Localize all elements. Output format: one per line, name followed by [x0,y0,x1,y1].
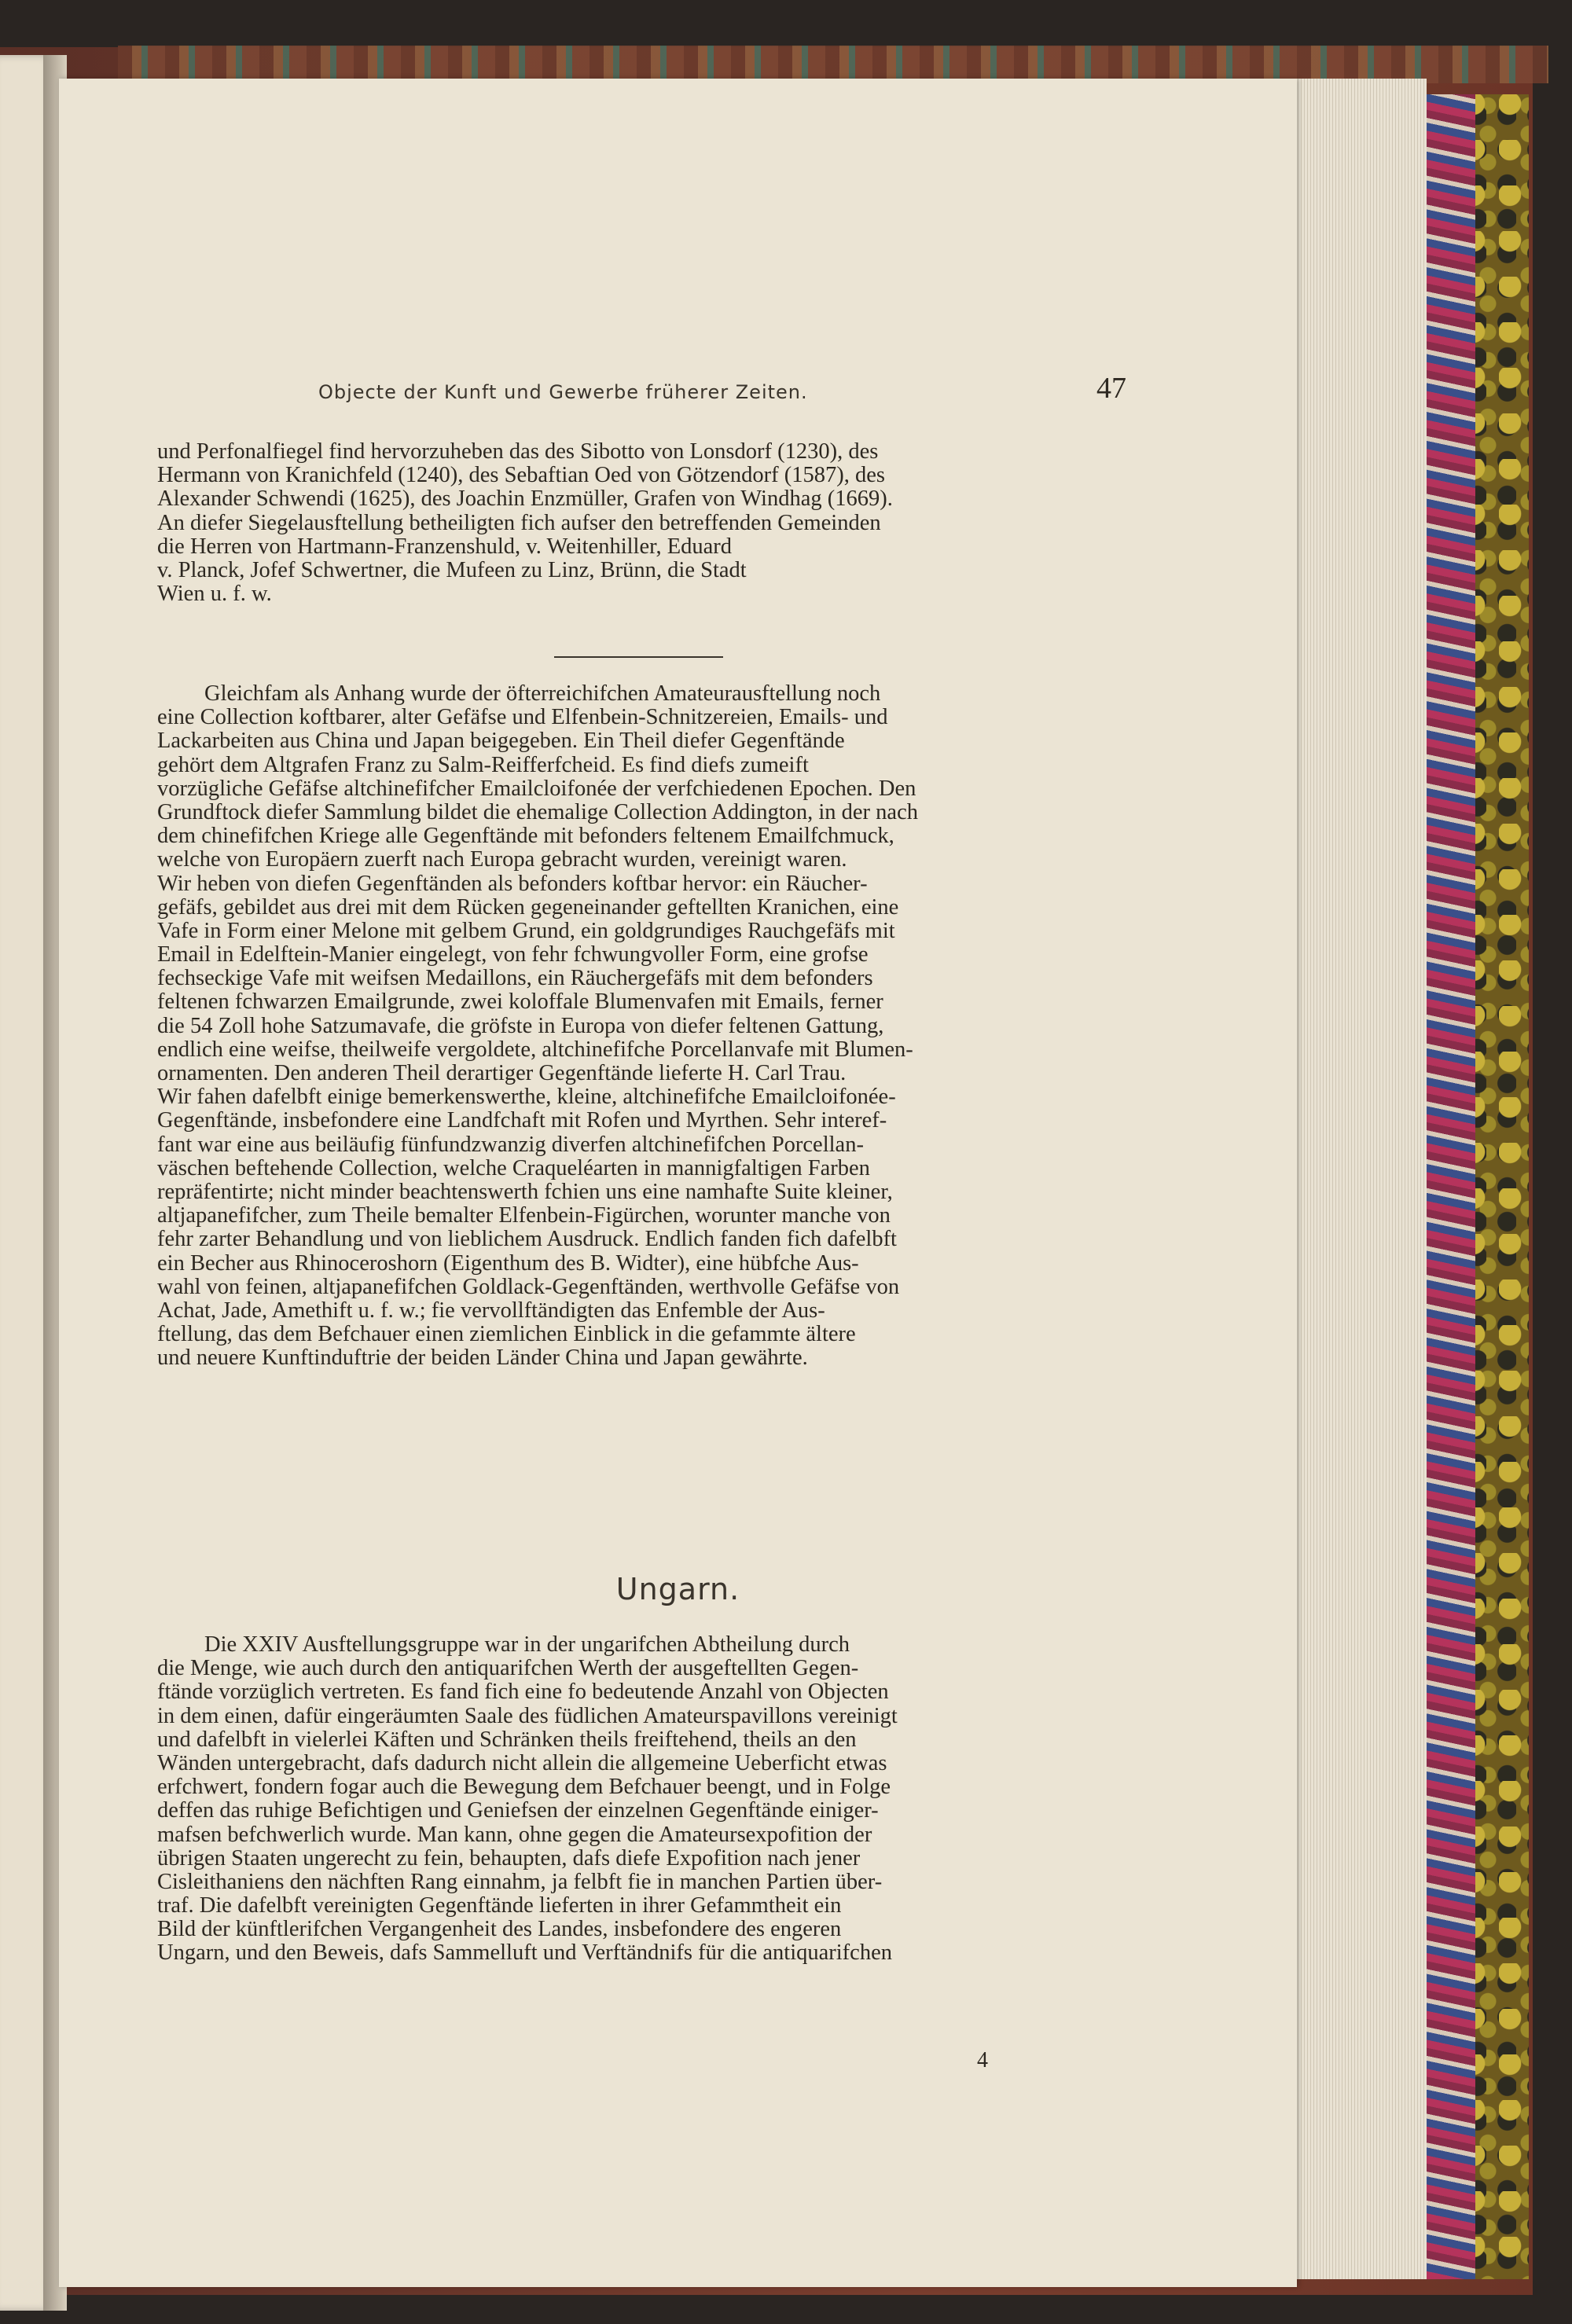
running-head: Objecte der Kunft und Gewerbe früherer Zeiten. [318,381,808,403]
text-line: die 54 Zoll hohe Satzumavafe, die gröfste in Europa von diefer feltenen Gattung, [157,1014,884,1038]
text-line: Ungarn, und den Beweis, dafs Sammelluft und Verftändnifs für die antiquarifchen [157,1941,892,1966]
text-line: Alexander Schwendi (1625), des Joachin Enzmüller, Grafen von Windhag (1669). [157,487,893,512]
text-line: Gleichfam als Anhang wurde der öfterreichifchen Amateurausftellung noch [204,682,881,706]
marbled-edge-strip [1427,94,1475,2279]
text-line: mafsen befchwerlich wurde. Man kann, ohne gegen die Amateursexpofition der [157,1823,872,1847]
section-heading: Ungarn. [615,1572,740,1606]
signature-mark: 4 [977,2048,988,2073]
text-line: und neuere Kunftinduftrie der beiden Länder China und Japan gewährte. [157,1346,808,1371]
text-line: repräfentirte; nicht minder beachtenswerth fchien uns eine namhafte Suite kleiner, [157,1180,893,1204]
section-divider-rule [554,656,723,658]
text-line: traf. Die dafelbft vereinigten Gegenftände lieferten in ihrer Gefammtheit ein [157,1894,842,1918]
text-line: Achat, Jade, Amethift u. f. w.; fie vervollftändigten das Enfemble der Aus- [157,1298,825,1323]
text-line: v. Planck, Jofef Schwertner, die Mufeen zu Linz, Brünn, die Stadt [157,558,747,582]
text-line: und dafelbft in vielerlei Käften und Schränken theils freiftehend, theils an den [157,1727,857,1752]
text-line: ein Becher aus Rhinoceroshorn (Eigenthum des B. Widter), eine hübfche Aus- [157,1251,859,1276]
text-line: Wänden untergebracht, dafs dadurch nicht allein die allgemeine Ueberficht etwas [157,1751,887,1775]
text-line: feltenen fchwarzen Emailgrunde, zwei koloffale Blumenvafen mit Emails, ferner [157,990,883,1015]
text-line: altjapanefifcher, zum Theile bemalter Elfenbein-Figürchen, worunter manche von [157,1204,891,1228]
paragraph-china-japan [157,682,1132,1370]
text-line: in dem einen, dafür eingeräumten Saale des füdlichen Amateurspavillons vereinigt [157,1704,898,1728]
text-line: erfchwert, fondern fogar auch die Bewegung dem Befchauer beengt, und in Folge [157,1775,891,1800]
text-line: An diefer Siegelausftellung betheiligten fich aufser den betreffenden Gemeinden [157,511,881,535]
text-line: Wir fahen dafelbft einige bemerkenswerthe, kleine, altchinefifche Emailcloifonée- [157,1085,896,1110]
text-line: vorzügliche Gefäfse altchinefifcher Emailcloifonée der verfchiedenen Epochen. Den [157,777,916,801]
text-line: welche von Europäern zuerft nach Europa gebracht wurden, vereinigt waren. [157,848,847,872]
text-line: Email in Edelftein-Manier eingelegt, von fehr fchwungvoller Form, eine grofse [157,943,869,967]
text-line: Bild der künftlerifchen Vergangenheit des Landes, insbefondere des engeren [157,1918,842,1942]
text-line: eine Collection koftbarer, alter Gefäfse und Elfenbein-Schnitzereien, Emails- und [157,706,888,730]
text-line: gefäfs, gebildet aus drei mit dem Rücken gegeneinander geftellten Kranichen, eine [157,895,899,920]
text-line: Gegenftände, insbefondere eine Landfchaft mit Rofen und Myrthen. Sehr interef- [157,1109,887,1133]
text-line: wahl von feinen, altjapanefifchen Goldlack-Gegenftänden, werthvolle Gefäfse von [157,1275,900,1299]
text-line: fechseckige Vafe mit weifsen Medaillons, ein Räuchergefäfs mit dem befonders [157,967,873,991]
book-page [59,79,1297,2287]
text-line: fant war eine aus beiläufig fünfundzwanzig diverfen altchinefifchen Porcellan- [157,1133,864,1157]
text-line: Die XXIV Ausftellungsgruppe war in der ungarifchen Abtheilung durch [204,1633,850,1657]
text-line: Wir heben von diefen Gegenftänden als befonders koftbar hervor: ein Räucher- [157,872,868,896]
text-line: Grundftock diefer Sammlung bildet die ehemalige Collection Addington, in der nach [157,800,918,824]
text-line: deffen das ruhige Befichtigen und Geniefsen der einzelnen Gegenftände einiger- [157,1799,879,1823]
paragraph-ungarn [157,1633,1132,1966]
text-line: Lackarbeiten aus China und Japan beigegeben. Ein Theil diefer Gegenftände [157,729,845,754]
text-line: ftände vorzüglich vertreten. Es fand fich eine fo bedeutende Anzahl von Objecten [157,1680,889,1705]
text-line: fehr zarter Behandlung und von lieblichem Ausdruck. Endlich fanden fich dafelbft [157,1228,897,1252]
text-line: väschen beftehende Collection, welche Craqueléarten in mannigfaltigen Farben [157,1156,870,1180]
text-line: ornamenten. Den anderen Theil derartiger Gegenftände lieferte H. Carl Trau. [157,1062,847,1085]
page-block-edge [1289,79,1427,2279]
text-line: übrigen Staaten ungerecht zu fein, behaupten, dafs diefe Expofition nach jener [157,1846,861,1871]
cover-top-edge [118,46,1548,83]
page-number: 47 [1096,372,1126,405]
text-line: und Perfonalfiegel find hervorzuheben das des Sibotto von Lonsdorf (1230), des [157,440,879,464]
text-line: Wien u. f. w. [157,582,272,607]
text-line: die Herren von Hartmann-Franzenshuld, v. Weitenhiller, Eduard [157,534,732,559]
paragraph-seals [157,440,1132,606]
text-line: Hermann von Kranichfeld (1240), des Sebaftian Oed von Götzendorf (1587), des [157,464,885,488]
text-line: die Menge, wie auch durch den antiquarifchen Werth der ausgeftellten Gegen- [157,1657,859,1681]
text-line: Cisleithaniens den nächften Rang einnahm, ja felbft fie in manchen Partien über- [157,1870,883,1894]
text-line: Vafe in Form einer Melone mit gelbem Grund, ein goldgrundiges Rauchgefäfs mit [157,919,895,943]
text-line: dem chinefifchen Kriege alle Gegenftände mit befonders feltenem Emailfchmuck, [157,824,894,849]
text-line: endlich eine weifse, theilweife vergoldete, altchinefifche Porcellanvafe mit Blumen- [157,1037,913,1062]
text-line: gehört dem Altgrafen Franz zu Salm-Reifferfcheid. Es find diefs zumeift [157,753,809,777]
text-line: ftellung, das dem Befchauer einen ziemlichen Einblick in die gefammte ältere [157,1323,856,1347]
